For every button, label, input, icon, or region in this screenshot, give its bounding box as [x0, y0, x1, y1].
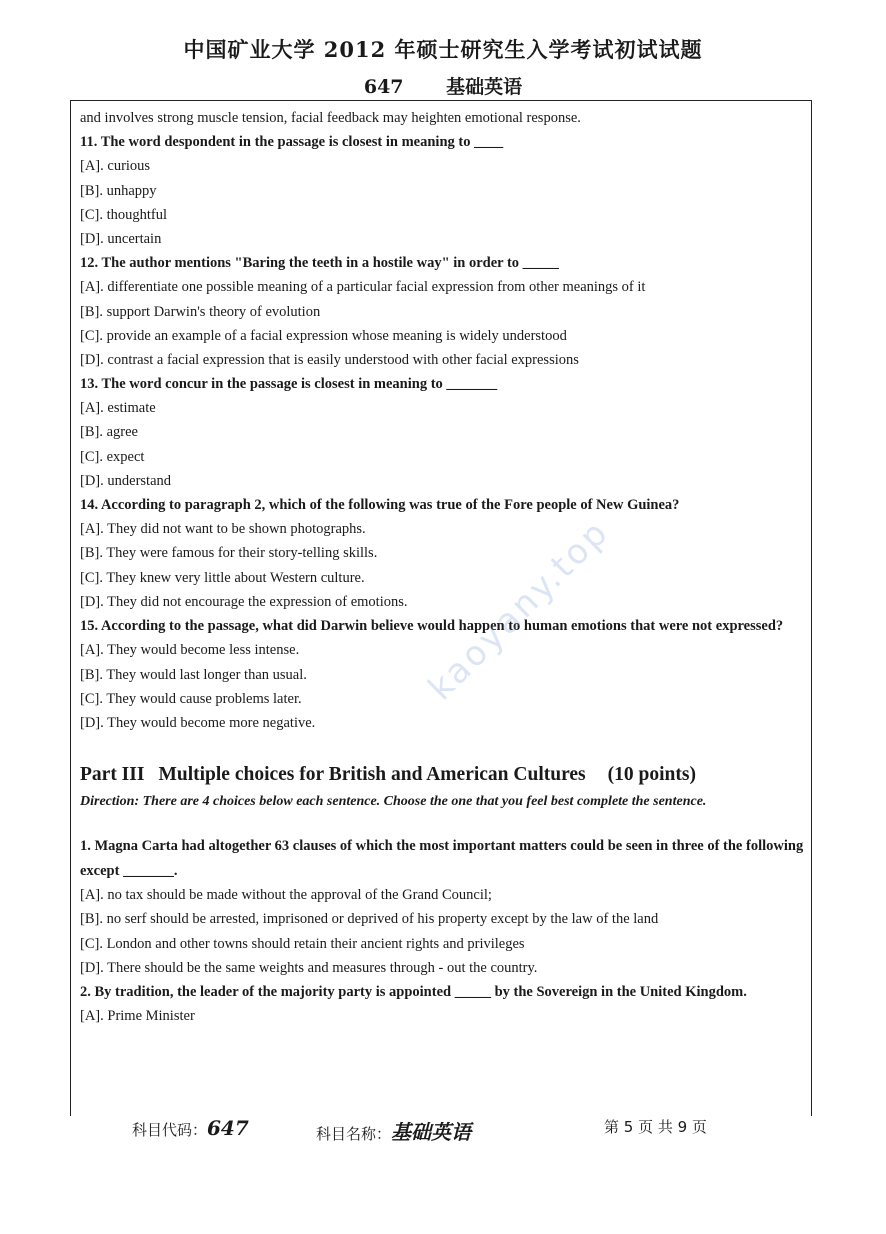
- part-direction: [80, 789, 806, 814]
- part-title: Multiple choices for British and American Cultures: [158, 764, 586, 786]
- footer-name-value: 基础英语: [391, 1120, 472, 1144]
- footer-name: [316, 1116, 471, 1145]
- option-line: [B]. support Darwin's theory of evolution: [80, 303, 321, 320]
- option-line: [A]. They did not want to be shown photographs.: [80, 521, 366, 538]
- part-heading: [80, 761, 806, 789]
- option-line: [A]. estimate: [80, 400, 156, 417]
- subject-name: 基础英语: [446, 76, 523, 98]
- part3-question-1: 1. Magna Carta had altogether 63 clauses of which the most important matters could be seen in three of the following except _______.: [80, 838, 804, 879]
- option-line: [C]. expect: [80, 448, 145, 465]
- footer-code-label: 科目代码：: [132, 1121, 208, 1139]
- question-line: 11. The word despondent in the passage is closest in meaning to ____: [80, 134, 504, 151]
- question-line: 12. The author mentions "Baring the teeth in a hostile way" in order to _____: [80, 255, 559, 272]
- footer-code: [132, 1116, 249, 1140]
- exam-title: 中国矿业大学 2012 年硕士研究生入学考试初试试题: [183, 37, 703, 62]
- option-line: [A]. no tax should be made without the approval of the Grand Council;: [80, 887, 492, 904]
- question-line: 13. The word concur in the passage is closest in meaning to _______: [80, 376, 498, 393]
- option-line: [D]. There should be the same weights and measures through - out the country.: [80, 959, 538, 976]
- subject-code: 647: [363, 76, 404, 98]
- option-line: [C]. thoughtful: [80, 206, 167, 223]
- question-15: 15. According to the passage, what did Darwin believe would happen to human emotions that were not expressed?: [80, 617, 784, 634]
- exam-subtitle: [0, 72, 886, 99]
- option-line: [B]. They would last longer than usual.: [80, 666, 307, 683]
- option-line: [C]. They would cause problems later.: [80, 690, 302, 707]
- option-line: [C]. London and other towns should retain their ancient rights and privileges: [80, 935, 525, 952]
- footer-page-number: 第 5 页 共 9 页: [604, 1118, 707, 1136]
- option-line: [D]. uncertain: [80, 230, 162, 247]
- option-line: [B]. They were famous for their story-telling skills.: [80, 545, 378, 562]
- footer-name-label: 科目名称：: [316, 1125, 392, 1143]
- option-line: [A]. Prime Minister: [80, 1008, 195, 1025]
- watermark: kaoyany.top: [420, 511, 618, 709]
- option-line: and involves strong muscle tension, facial feedback may heighten emotional response.: [80, 110, 581, 126]
- option-line: [D]. They would become more negative.: [80, 715, 316, 731]
- option-line: [C]. They knew very little about Western culture.: [80, 569, 365, 586]
- option-line: [B]. agree: [80, 424, 138, 441]
- direction-text: There are 4 choices below each sentence. Choose the one that you feel best complete the sentence.: [142, 794, 707, 810]
- direction-label: Direction:: [80, 794, 140, 810]
- option-line: [A]. curious: [80, 158, 151, 175]
- option-line: [C]. provide an example of a facial expression whose meaning is widely understood: [80, 327, 567, 344]
- option-line: [A]. differentiate one possible meaning of a particular facial expression from other meanings of it: [80, 279, 646, 296]
- option-line: [A]. They would become less intense.: [80, 642, 300, 659]
- question-line: 14. According to paragraph 2, which of the following was true of the Fore people of New Guinea?: [80, 497, 680, 513]
- option-line: [D]. understand: [80, 472, 172, 489]
- option-line: [D]. They did not encourage the expression of emotions.: [80, 593, 408, 610]
- part3-question-2: 2. By tradition, the leader of the majority party is appointed _____ by the Sovereign in the United Kingdom.: [80, 983, 747, 1000]
- option-line: [B]. no serf should be arrested, imprisoned or deprived of his property except by the law of the land: [80, 911, 659, 928]
- option-line: [D]. contrast a facial expression that is easily understood with other facial expressions: [80, 351, 579, 368]
- part3-question-1-options: [80, 883, 806, 980]
- question-block-top: [80, 106, 806, 614]
- part3-question-2-options: [80, 1004, 806, 1028]
- part-label: Part III: [80, 764, 145, 786]
- exam-content: [80, 106, 806, 1029]
- footer-code-value: 647: [207, 1116, 249, 1140]
- option-line: [B]. unhappy: [80, 182, 157, 199]
- part-points: (10 points): [607, 764, 696, 786]
